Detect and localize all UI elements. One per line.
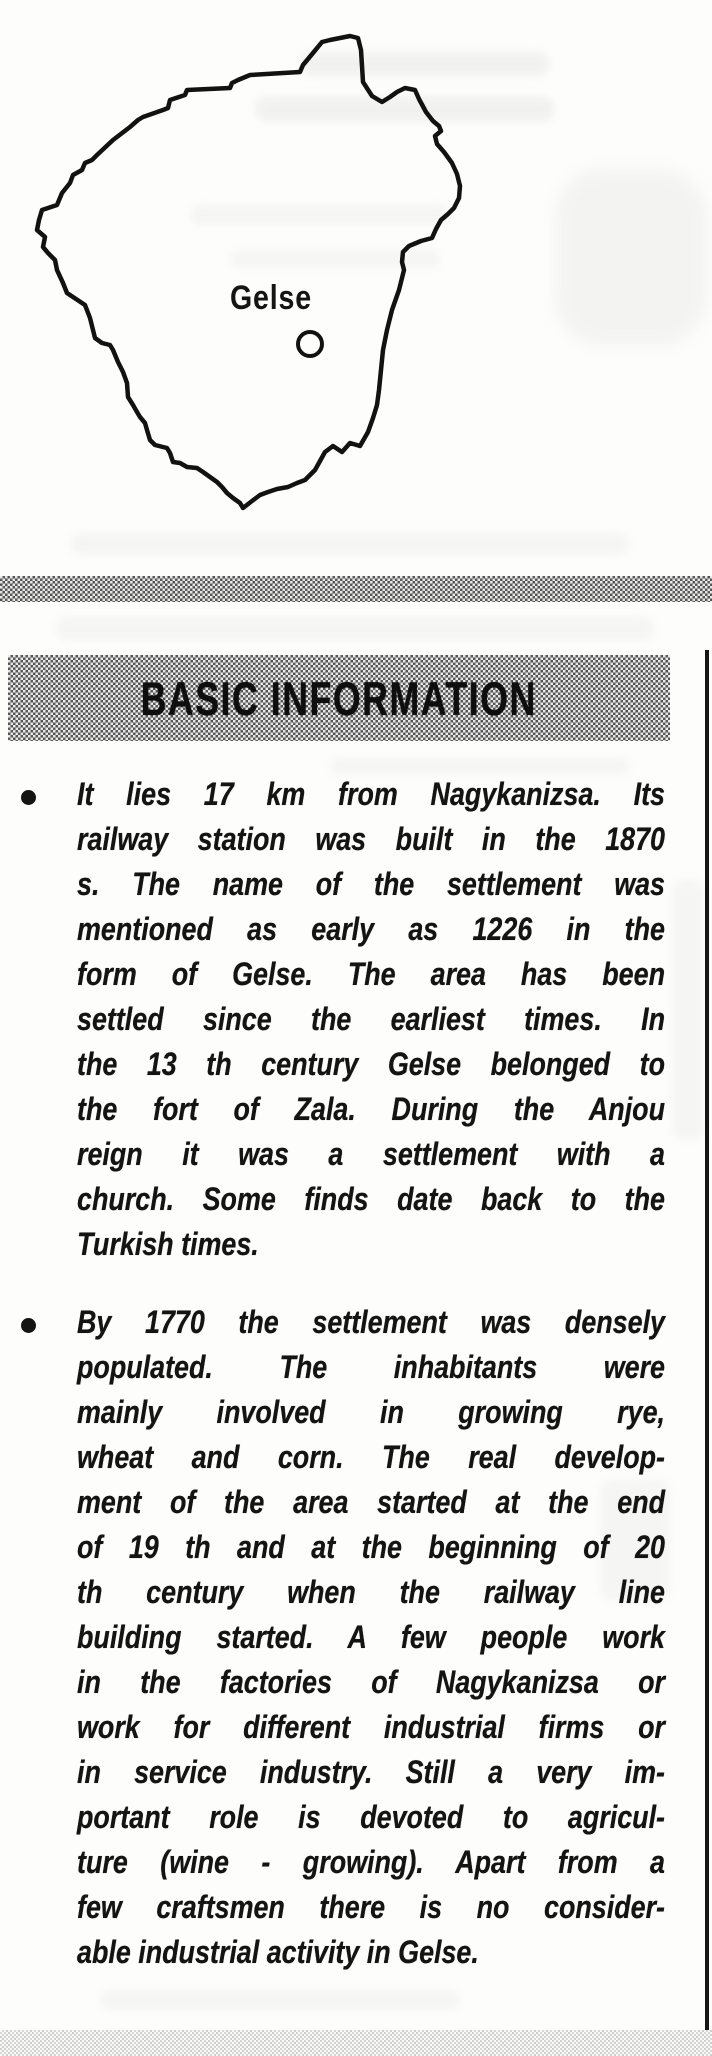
settlement-marker-icon [298, 332, 322, 356]
gelse-area-map [0, 0, 712, 560]
text-line: the fort of Zala. During the Anjou [77, 1091, 665, 1127]
text-line: in service industry. Still a very im- [77, 1754, 665, 1790]
bleed-through-smudge [55, 617, 655, 641]
paragraph-economy [77, 1300, 665, 1975]
text-line: form of Gelse. The area has been [77, 956, 665, 992]
text-line: wheat and corn. The real develop- [77, 1439, 665, 1475]
text-line: church. Some finds date back to the [77, 1181, 665, 1217]
text-line: Turkish times. [77, 1226, 259, 1262]
text-line: few craftsmen there is no consider- [77, 1889, 665, 1925]
text-line: s. The name of the settlement was [77, 866, 665, 902]
text-line: By 1770 the settlement was densely [77, 1304, 665, 1340]
text-line: railway station was built in the 1870 [77, 821, 665, 857]
text-line: in the factories of Nagykanizsa or [77, 1664, 665, 1700]
section-header-band [8, 655, 670, 741]
bleed-through-smudge [100, 1990, 460, 2010]
bleed-through-smudge [672, 880, 704, 1140]
text-line: mainly involved in growing rye, [77, 1394, 665, 1430]
text-line: the 13 th century Gelse belonged to [77, 1046, 665, 1082]
text-line: building started. A few people work [77, 1619, 665, 1655]
bullet-icon [21, 790, 36, 805]
text-line: able industrial activity in Gelse. [77, 1934, 479, 1970]
bullet-icon [21, 1318, 36, 1333]
text-line: th century when the railway line [77, 1574, 665, 1610]
text-line: populated. The inhabitants were [77, 1349, 665, 1385]
text-line: work for different industrial firms or [77, 1709, 665, 1745]
text-line: settled since the earliest times. In [77, 1001, 665, 1037]
text-line: mentioned as early as 1226 in the [77, 911, 665, 947]
map-boundary-outline [37, 36, 460, 508]
column-rule [705, 650, 709, 2056]
paragraph-history [77, 772, 665, 1267]
text-line: of 19 th and at the beginning of 20 [77, 1529, 665, 1565]
section-title: BASIC INFORMATION [140, 671, 538, 725]
halftone-divider-bar [0, 576, 712, 602]
text-line: reign it was a settlement with a [77, 1136, 665, 1172]
halftone-bottom-strip [0, 2030, 712, 2056]
text-line: ture (wine - growing). Apart from a [77, 1844, 665, 1880]
text-line: ment of the area started at the end [77, 1484, 665, 1520]
map-label: Gelse [230, 279, 313, 317]
text-line: It lies 17 km from Nagykanizsa. Its [77, 776, 665, 812]
text-line: portant role is devoted to agricul- [77, 1799, 665, 1835]
